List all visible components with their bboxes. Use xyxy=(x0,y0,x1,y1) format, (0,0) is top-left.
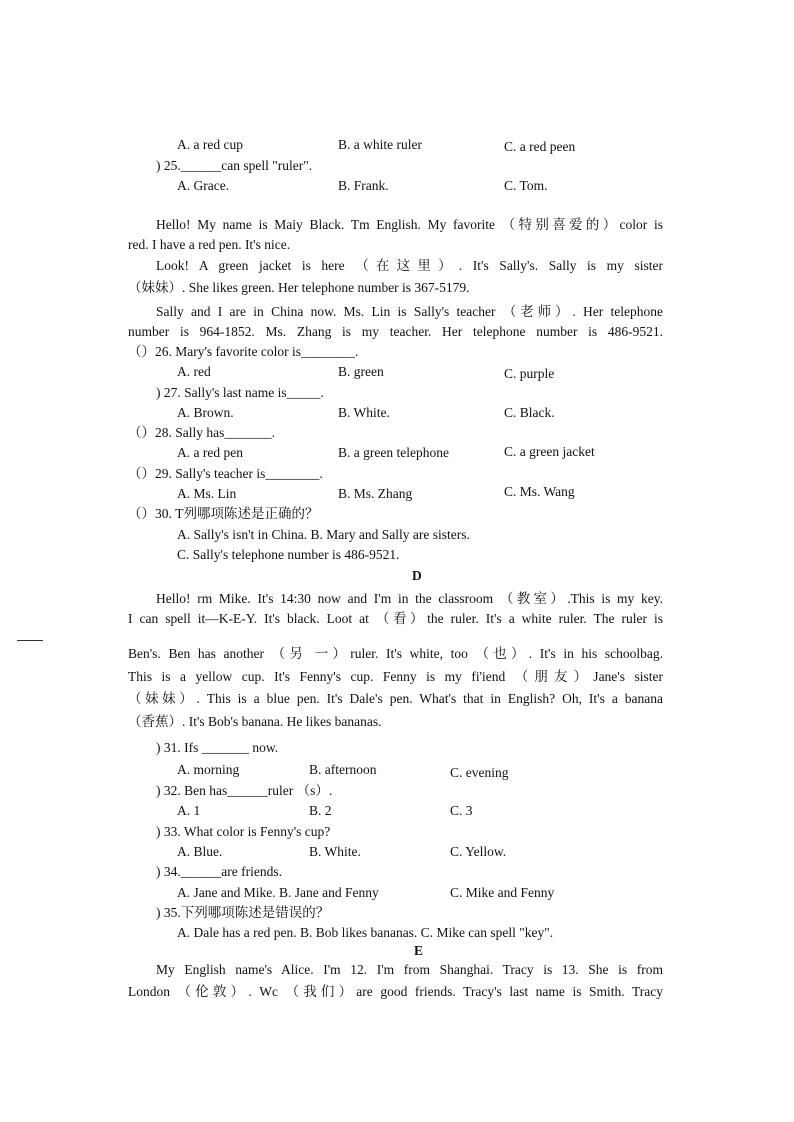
q24-option-c: C. a red peen xyxy=(504,139,576,154)
passage-d-line3: Ben's. Ben has another （另 一）ruler. It's white, too （也）. It's in his schoolbag. xyxy=(128,646,663,661)
q25-stem: ) 25.______can spell "ruler". xyxy=(156,158,313,173)
q25-option-b: B. Frank. xyxy=(338,178,389,193)
q30-stem: （）30. T列哪项陈述是正确的？ xyxy=(128,506,319,521)
passage-c-p3-line1: Sally and I are in China now. Ms. Lin is Sally's teacher （老师）. Her telephone xyxy=(156,304,663,319)
q33-option-c: C. Yellow. xyxy=(450,844,507,859)
q30-options-line2: C. Sally's telephone number is 486-9521. xyxy=(177,547,400,562)
q26-option-b: B. green xyxy=(338,364,384,379)
q24-option-a: A. a red cup xyxy=(177,137,243,152)
passage-d-line2: I can spell it—K-E-Y. It's black. Loot at （看）the ruler. It's a white ruler. The ruler is xyxy=(128,611,663,626)
passage-c-p3-line2: number is 964-1852. Ms. Zhang is my teacher. Her telephone number is 486-9521. xyxy=(128,324,663,339)
section-e-heading: E xyxy=(414,943,424,958)
q31-option-b: B. afternoon xyxy=(309,762,377,777)
q33-option-b: B. White. xyxy=(309,844,361,859)
section-d-heading: D xyxy=(412,568,422,583)
passage-c-p2-line2: （妹妹）. She likes green. Her telephone number is 367-5179. xyxy=(128,280,470,295)
q27-option-b: B. White. xyxy=(338,405,390,420)
q28-option-a: A. a red pen xyxy=(177,445,243,460)
q34-options-ab: A. Jane and Mike. B. Jane and Fenny xyxy=(177,885,379,900)
q25-option-a: A. Grace. xyxy=(177,178,230,193)
q26-option-a: A. red xyxy=(177,364,211,379)
q33-stem: ) 33. What color is Fenny's cup? xyxy=(156,824,331,839)
q32-option-c: C. 3 xyxy=(450,803,473,818)
q25-option-c: C. Tom. xyxy=(504,178,548,193)
q28-option-b: B. a green telephone xyxy=(338,445,449,460)
passage-c-p1-line1: Hello! My name is Maiy Black. Tm English. My favorite （特别喜爱的）color is xyxy=(156,217,663,232)
q27-option-a: A. Brown. xyxy=(177,405,234,420)
q27-stem: ) 27. Sally's last name is_____. xyxy=(156,385,324,400)
q31-stem: ) 31. Ifs _______ now. xyxy=(156,740,279,755)
q35-options-line1: A. Dale has a red pen. B. Bob likes bananas. C. Mike can spell "key". xyxy=(177,925,554,940)
passage-c-p1-line2: red. I have a red pen. It's nice. xyxy=(128,237,291,252)
passage-c-p2-line1: Look! A green jacket is here （在这里）. It's Sally's. Sally is my sister xyxy=(156,258,663,273)
passage-e-line2: London （伦敦）. Wc （我们）are good friends. Tracy's last name is Smith. Tracy xyxy=(128,984,663,999)
q34-stem: ) 34.______are friends. xyxy=(156,864,282,879)
q30-options-line1: A. Sally's isn't in China. B. Mary and Sally are sisters. xyxy=(177,527,470,542)
q24-option-b: B. a white ruler xyxy=(338,137,422,152)
q32-option-b: B. 2 xyxy=(309,803,332,818)
q31-option-a: A. morning xyxy=(177,762,240,777)
margin-rule xyxy=(17,640,43,641)
passage-d-line4: This is a yellow cup. It's Fenny's cup. Fenny is my fi'iend （朋友）Jane's sister xyxy=(128,669,663,684)
passage-d-line1: Hello! rm Mike. It's 14:30 now and I'm in the classroom （教室）.This is my key. xyxy=(156,591,663,606)
q26-stem: （）26. Mary's favorite color is________. xyxy=(128,344,359,359)
q28-option-c: C. a green jacket xyxy=(504,444,595,459)
passage-d-line5: （妹妹）. This is a blue pen. It's Dale's pen. What's that in English? Oh, It's a banana xyxy=(128,691,663,706)
q35-stem: ) 35.下列哪项陈述是错误的？ xyxy=(156,905,330,920)
passage-e-line1: My English name's Alice. I'm 12. I'm from Shanghai. Tracy is 13. She is from xyxy=(156,962,663,977)
q29-option-b: B. Ms. Zhang xyxy=(338,486,413,501)
q32-option-a: A. 1 xyxy=(177,803,201,818)
q32-stem: ) 32. Ben has______ruler （s）. xyxy=(156,783,333,798)
q34-option-c: C. Mike and Fenny xyxy=(450,885,555,900)
q33-option-a: A. Blue. xyxy=(177,844,223,859)
q28-stem: （）28. Sally has_______. xyxy=(128,425,275,440)
q31-option-c: C. evening xyxy=(450,765,509,780)
q26-option-c: C. purple xyxy=(504,366,555,381)
q29-stem: （）29. Sally's teacher is________. xyxy=(128,466,323,481)
q29-option-a: A. Ms. Lin xyxy=(177,486,237,501)
q29-option-c: C. Ms. Wang xyxy=(504,484,575,499)
q27-option-c: C. Black. xyxy=(504,405,555,420)
passage-d-line6: （香蕉）. It's Bob's banana. He likes bananas. xyxy=(128,714,382,729)
